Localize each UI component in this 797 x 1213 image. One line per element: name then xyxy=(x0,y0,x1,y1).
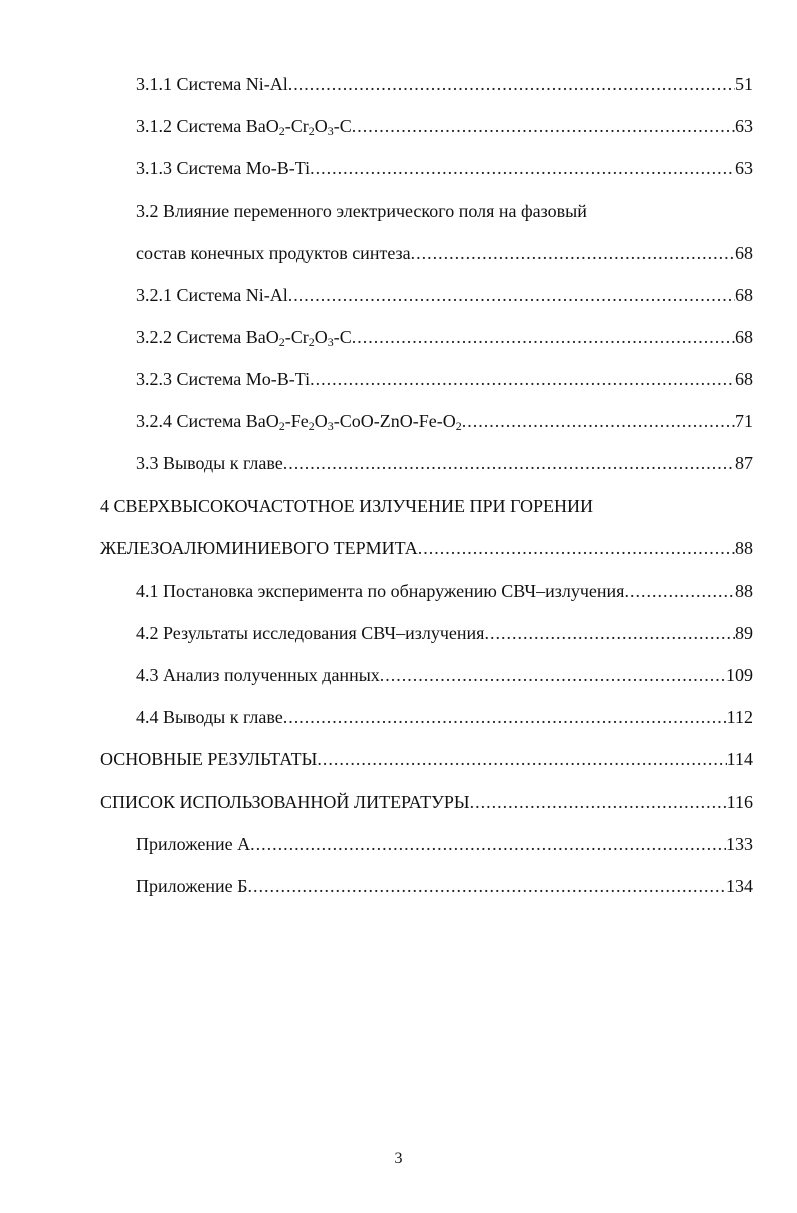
toc-leader-dots xyxy=(352,327,735,348)
toc-entry-page: 88 xyxy=(735,581,753,601)
toc-entry-3-1-1 xyxy=(136,74,753,100)
toc-leader-dots xyxy=(470,792,727,813)
toc-entry-3-1-2 xyxy=(136,116,753,142)
toc-entry-3-1-3 xyxy=(136,158,753,184)
toc-leader-dots xyxy=(247,876,726,897)
toc-entry-label: 3.1.2 Система $BaO_2-Cr_2O_3-C$ xyxy=(136,116,352,138)
toc-entry-label: 4.1 Постановка эксперимента по обнаружению СВЧ–излучения xyxy=(136,581,625,601)
toc-entry-3-2-line1: 3.2 Влияние переменного электрического поля на фазовый xyxy=(136,201,587,221)
toc-leader-dots xyxy=(310,158,735,179)
toc-appendix-a xyxy=(136,834,753,860)
toc-entry-4-4 xyxy=(136,707,753,733)
toc-entry-label: ЖЕЛЕЗОАЛЮМИНИЕВОГО ТЕРМИТА xyxy=(100,538,418,558)
toc-entry-4-2 xyxy=(136,623,753,649)
toc-entry-3-3 xyxy=(136,453,753,479)
toc-entry-label: 4.3 Анализ полученных данных xyxy=(136,665,380,685)
toc-leader-dots xyxy=(288,74,735,95)
toc-entry-page: 116 xyxy=(726,792,753,812)
toc-leader-dots xyxy=(462,411,735,432)
toc-entry-label: 3.1.1 Система Ni-Al xyxy=(136,74,288,94)
toc-entry-label: ОСНОВНЫЕ РЕЗУЛЬТАТЫ xyxy=(100,749,318,769)
toc-leader-dots xyxy=(411,243,735,264)
toc-entry-page: 68 xyxy=(735,243,753,263)
toc-leader-dots xyxy=(624,581,735,602)
toc-leader-dots xyxy=(288,285,735,306)
toc-entry-page: 114 xyxy=(726,749,753,769)
toc-leader-dots xyxy=(283,707,727,728)
toc-entry-label: 3.3 Выводы к главе xyxy=(136,453,283,473)
toc-entry-page: 112 xyxy=(726,707,753,727)
toc-entry-3-2-2 xyxy=(136,327,753,353)
toc-entry-label: 4.4 Выводы к главе xyxy=(136,707,283,727)
toc-entry-3-2-4 xyxy=(136,411,753,437)
toc-entry-label: 3.2.4 Система $BaO_2-Fe_2O_3-CoO-ZnO-Fe-O_2$ xyxy=(136,411,462,433)
toc-entry-page: 109 xyxy=(726,665,753,685)
toc-entry-page: 88 xyxy=(735,538,753,558)
toc-entry-page: 63 xyxy=(735,116,753,136)
toc-leader-dots xyxy=(283,453,735,474)
toc-entry-label: Приложение Б xyxy=(136,876,248,896)
toc-entry-page: 63 xyxy=(735,158,753,178)
toc-references xyxy=(100,792,753,818)
toc-entry-label: 4.2 Результаты исследования СВЧ–излучения xyxy=(136,623,485,643)
toc-chapter-4-line1: 4 СВЕРХВЫСОКОЧАСТОТНОЕ ИЗЛУЧЕНИЕ ПРИ ГОРЕНИИ xyxy=(100,496,593,516)
toc-leader-dots xyxy=(310,369,735,390)
toc-entry-label: состав конечных продуктов синтеза xyxy=(136,243,411,263)
toc-entry-3-2-1 xyxy=(136,285,753,311)
page-number: 3 xyxy=(394,1150,403,1167)
toc-leader-dots xyxy=(352,116,735,137)
toc-entry-label: 3.1.3 Система Mo-B-Ti xyxy=(136,158,311,178)
toc-entry-page: 68 xyxy=(735,327,753,347)
toc-entry-page: 87 xyxy=(735,453,753,473)
toc-entry-page: 68 xyxy=(735,285,753,305)
toc-chapter-4 xyxy=(100,538,753,564)
toc-entry-page: 89 xyxy=(735,623,753,643)
toc-leader-dots xyxy=(380,665,726,686)
toc-leader-dots xyxy=(250,834,726,855)
toc-leader-dots xyxy=(418,538,735,559)
toc-entry-3-2-3 xyxy=(136,369,753,395)
toc-entry-label: СПИСОК ИСПОЛЬЗОВАННОЙ ЛИТЕРАТУРЫ xyxy=(100,792,470,812)
toc-main-results xyxy=(100,749,753,775)
toc-leader-dots xyxy=(484,623,735,644)
toc-entry-page: 71 xyxy=(735,411,753,431)
toc-entry-page: 68 xyxy=(735,369,753,389)
toc-entry-label: 3.2.2 Система $BaO_2-Cr_2O_3-C$ xyxy=(136,327,352,349)
toc-entry-page: 134 xyxy=(726,876,753,896)
toc-leader-dots xyxy=(317,749,726,770)
toc-entry-4-1 xyxy=(136,581,753,607)
toc-entry-page: 133 xyxy=(726,834,753,854)
toc-entry-label: Приложение А xyxy=(136,834,251,854)
toc-entry-label: 3.2.3 Система Mo-B-Ti xyxy=(136,369,311,389)
toc-entry-page: 51 xyxy=(735,74,753,94)
toc-entry-3-2 xyxy=(136,243,753,269)
toc-entry-4-3 xyxy=(136,665,753,691)
toc-entry-label: 3.2.1 Система Ni-Al xyxy=(136,285,288,305)
toc-appendix-b xyxy=(136,876,753,902)
